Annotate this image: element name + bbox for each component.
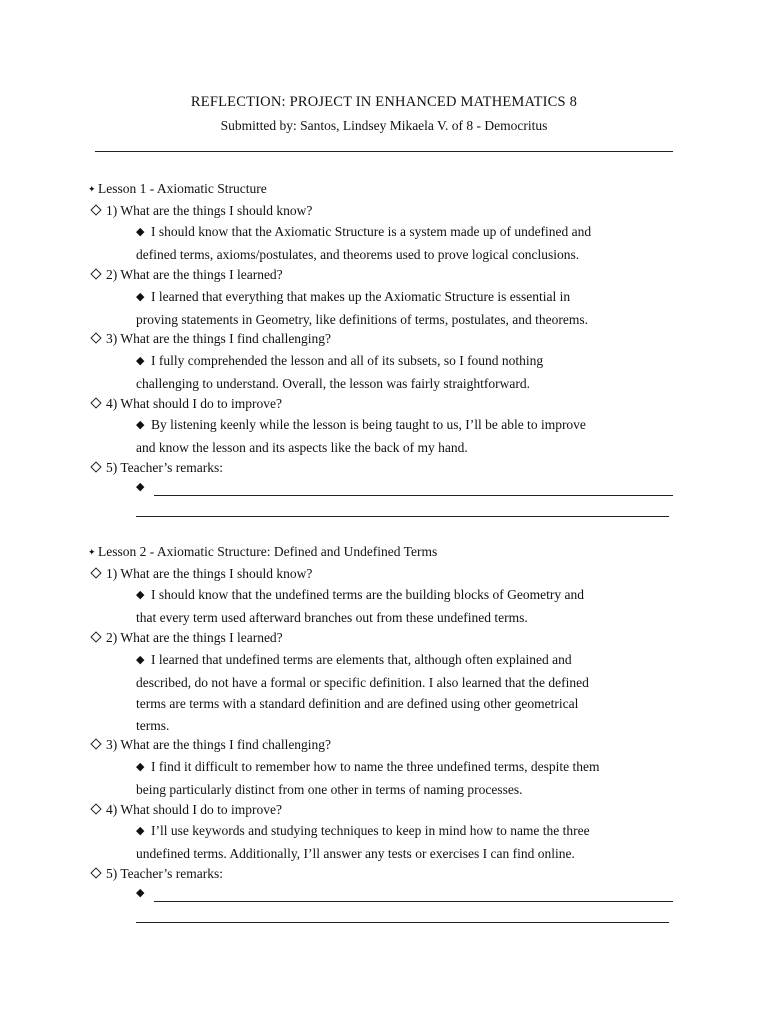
bullet-icon: ◆ — [136, 226, 145, 238]
lesson-1-answer-1: ◆ I should know that the Axiomatic Structure is a system made up of undefined and defined terms, axioms/postulates, and theorems used to prove logical conclusions. — [136, 224, 592, 262]
lesson-1-question-4: 4) What should I do to improve? — [90, 393, 282, 414]
bullet-icon: ◆ — [136, 887, 145, 899]
lesson-2-question-3: 3) What are the things I find challenging? — [90, 734, 331, 755]
lesson-1-remarks-label: 5) Teacher’s remarks: — [90, 457, 223, 478]
lesson-1-answer-2: ◆ I learned that everything that makes up the Axiomatic Structure is essential in proving statements in Geometry, like definitions of terms, postulates, and theorems. — [136, 289, 589, 327]
lesson-2-question-2: 2) What are the things I learned? — [90, 627, 283, 648]
lesson-1-heading: ✦ Lesson 1 - Axiomatic Structure — [88, 178, 267, 200]
lesson-2-remarks-bullet — [136, 885, 151, 901]
lesson-2-answer-2: ◆ I learned that undefined terms are elements that, although often explained and described, do not have a formal or specific definition. I also learned that the defined terms are terms with a standard definition and are defined using other geometrical terms. — [136, 652, 589, 733]
lesson-1-answer-3: ◆ I fully comprehended the lesson and all of its subsets, so I found nothing challenging to understand. Overall, the lesson was fairly straightforward. — [136, 353, 544, 391]
header-rule — [95, 151, 673, 152]
bullet-icon: ◆ — [136, 589, 145, 601]
lesson-2-heading: ✦ Lesson 2 - Axiomatic Structure: Defined and Undefined Terms — [88, 541, 437, 563]
document-subtitle: Submitted by: Santos, Lindsey Mikaela V. of 8 - Democritus — [220, 118, 548, 133]
lesson-1-remarks-bullet — [136, 479, 151, 495]
lesson-2-remarks-blank-1[interactable] — [154, 901, 673, 902]
lesson-1-question-1: 1) What are the things I should know? — [90, 200, 312, 221]
lesson-1-remarks-blank-2[interactable] — [136, 516, 669, 517]
diamond-outline-icon — [90, 462, 101, 473]
lesson-2-question-1: 1) What are the things I should know? — [90, 563, 312, 584]
lesson-2-remarks-label: 5) Teacher’s remarks: — [90, 863, 223, 884]
star-icon: ✦ — [88, 184, 96, 194]
lesson-1-answer-4: ◆ By listening keenly while the lesson is being taught to us, I’ll be able to improve and know the lesson and its aspects like the back of my hand. — [136, 417, 586, 455]
document-title: REFLECTION: PROJECT IN ENHANCED MATHEMATICS 8 — [190, 94, 578, 110]
diamond-outline-icon — [90, 739, 101, 750]
lesson-1-question-3: 3) What are the things I find challenging? — [90, 328, 331, 349]
lesson-1-remarks-blank-1[interactable] — [154, 495, 673, 496]
bullet-icon: ◆ — [136, 654, 145, 666]
diamond-outline-icon — [90, 868, 101, 879]
lesson-2-answer-1: ◆ I should know that the undefined terms are the building blocks of Geometry and that every term used afterward branches out from these undefined terms. — [136, 587, 585, 625]
bullet-icon: ◆ — [136, 355, 145, 367]
star-icon: ✦ — [88, 547, 96, 557]
diamond-outline-icon — [90, 269, 101, 280]
diamond-outline-icon — [90, 632, 101, 643]
lesson-2-answer-3: ◆ I find it difficult to remember how to name the three undefined terms, despite them being particularly distinct from one other in terms of naming processes. — [136, 759, 600, 797]
bullet-icon: ◆ — [136, 825, 145, 837]
bullet-icon: ◆ — [136, 481, 145, 493]
bullet-icon: ◆ — [136, 291, 145, 303]
diamond-outline-icon — [90, 333, 101, 344]
diamond-outline-icon — [90, 804, 101, 815]
lesson-2-answer-4: ◆ I’ll use keywords and studying techniques to keep in mind how to name the three undefined terms. Additionally, I’ll answer any tests or exercises I can find online. — [136, 823, 590, 861]
diamond-outline-icon — [90, 398, 101, 409]
lesson-2-remarks-blank-2[interactable] — [136, 922, 669, 923]
bullet-icon: ◆ — [136, 419, 145, 431]
lesson-2-question-4: 4) What should I do to improve? — [90, 799, 282, 820]
bullet-icon: ◆ — [136, 761, 145, 773]
diamond-outline-icon — [90, 205, 101, 216]
lesson-1-question-2: 2) What are the things I learned? — [90, 264, 283, 285]
diamond-outline-icon — [90, 568, 101, 579]
